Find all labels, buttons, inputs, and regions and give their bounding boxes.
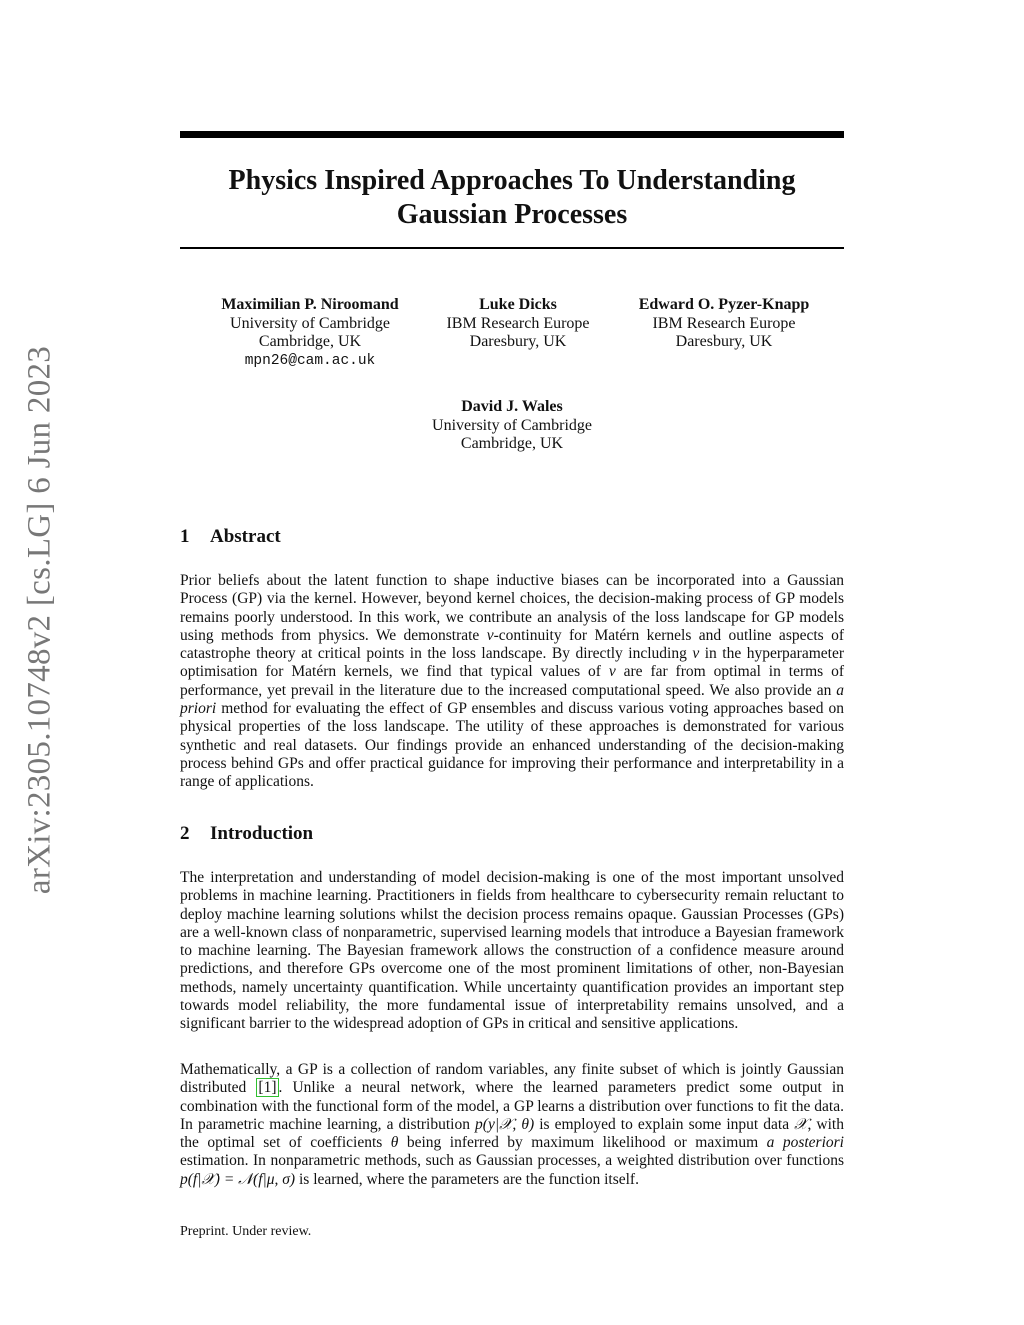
author-email[interactable]: mpn26@cam.ac.uk xyxy=(244,352,376,369)
math-theta: θ xyxy=(390,1134,399,1152)
section-heading-introduction xyxy=(180,823,313,845)
intro-text-run: is employed to explain some input data xyxy=(534,1115,795,1133)
intro-text-run: , with the optimal set of coefficients xyxy=(180,1115,844,1152)
arxiv-id-text: arXiv:2305.10748v2 [cs.LG] 6 Jun 2023 xyxy=(21,345,58,895)
author-location: Cambridge, UK xyxy=(258,333,362,350)
intro-text-run: estimation. In nonparametric methods, such as Gaussian processes, a weighted distribution over functions xyxy=(180,1152,844,1170)
intro-text-run: being inferred by maximum likelihood or maximum xyxy=(398,1134,767,1152)
intro-text-run: Mathematically, a GP is a collection of random variables, any finite subset of which is jointly Gaussian distributed xyxy=(180,1061,844,1097)
emphasis-a-posteriori: a posteriori xyxy=(766,1134,844,1152)
abstract-text-run: in the hyperparameter optimisation for Matérn kernels, we find that typical values of xyxy=(180,645,844,681)
section-title: Abstract xyxy=(210,526,281,547)
abstract-text-run: -continuity for Matérn kernels and outline aspects of catastrophe theory at critical points in the loss landscape. By directly including xyxy=(180,626,844,663)
author-affiliation: IBM Research Europe xyxy=(652,314,796,332)
intro-text-run: . Unlike a neural network, where the learned parameters predict some output in combination with the functional form of the model, a GP learns a distribution over functions to fit the data. In parametric machine learning, a distribution xyxy=(180,1079,844,1133)
author-location: Daresbury, UK xyxy=(675,333,773,350)
section-heading-abstract xyxy=(180,526,281,548)
abstract-paragraph xyxy=(180,572,844,792)
author-location: Cambridge, UK xyxy=(460,435,564,452)
section-title: Introduction xyxy=(210,823,314,844)
author-name: Maximilian P. Niroomand xyxy=(221,296,399,313)
arxiv-side-identifier xyxy=(10,290,70,950)
author-name: David J. Wales xyxy=(461,398,563,415)
introduction-paragraph-1: The interpretation and understanding of model decision-making is one of the most important unsolved problems in machine learning. Practitioners in fields from healthcare to cybersecurity remain reluctant to deploy machine learning solutions whilst the decision process remains opaque. Gaussian Processes (GPs) are a well-known class of nonparametric, supervised learning models that introduce a Bayesian framework to machine learning. The Bayesian framework allows the construction of a confidence measure around predictions, and therefore GPs overcome one of the most prominent limitations of other, non-Bayesian methods, namely uncertainty quantification. While uncertainty quantification provides an important step towards model reliability, the more fundamental issue of interpretability remains unsolved, and a significant barrier to the widespread adoption of GPs in critical and sensitive applications. xyxy=(180,869,844,1033)
author-location: Daresbury, UK xyxy=(469,333,567,350)
math-likelihood: p(y|𝒳, θ) xyxy=(475,1115,535,1133)
math-data-x: 𝒳 xyxy=(794,1115,808,1133)
author-name: Luke Dicks xyxy=(479,296,557,313)
citation-link[interactable]: [1] xyxy=(258,1079,277,1097)
abstract-text-run: Prior beliefs about the latent function to shape inductive biases can be incorporated into a Gaussian Process (GP) via the kernel. However, beyond kernel choices, the decision-making process of GP models remains poorly understood. In this work, we contribute an analysis of the loss landscape for GP models using methods from physics. We demonstrate xyxy=(180,572,844,644)
abstract-text-run: are far from optimal in terms of performance, yet prevail in the literature due to the increased computational speed. We also provide an xyxy=(180,663,844,699)
introduction-paragraph-2 xyxy=(180,1061,844,1189)
math-nu: ν xyxy=(692,645,700,663)
section-number: 2 xyxy=(180,823,190,844)
author-block xyxy=(200,296,420,370)
author-block xyxy=(420,296,616,352)
author-block xyxy=(614,296,834,352)
intro-text-run: is learned, where the parameters are the function itself. xyxy=(295,1170,639,1188)
emphasis-a-priori: a priori xyxy=(180,681,844,718)
section-number: 1 xyxy=(180,526,190,547)
math-nu: ν xyxy=(608,663,616,681)
author-affiliation: IBM Research Europe xyxy=(446,314,590,332)
title-top-rule xyxy=(180,131,844,138)
math-gp-distribution: p(f|𝒳) = 𝒩(f|μ, σ) xyxy=(180,1170,296,1188)
footer-note: Preprint. Under review. xyxy=(180,1224,312,1239)
paper-title: Physics Inspired Approaches To Understanding Gaussian Processes xyxy=(228,165,796,230)
author-affiliation: University of Cambridge xyxy=(230,314,390,332)
author-affiliation: University of Cambridge xyxy=(432,416,592,434)
math-nu: ν xyxy=(486,626,494,644)
author-name: Edward O. Pyzer-Knapp xyxy=(638,296,810,313)
author-block xyxy=(400,398,624,454)
abstract-text-run: method for evaluating the effect of GP ensembles and discuss various voting approaches based on physical properties of the loss landscape. The utility of these approaches is demonstrated for various synthetic and real datasets. Our findings provide an enhanced understanding of the decision-making process behind GPs and offer practical guidance for improving their performance and interpretability in a range of applications. xyxy=(180,700,844,791)
title-bottom-rule xyxy=(180,247,844,249)
